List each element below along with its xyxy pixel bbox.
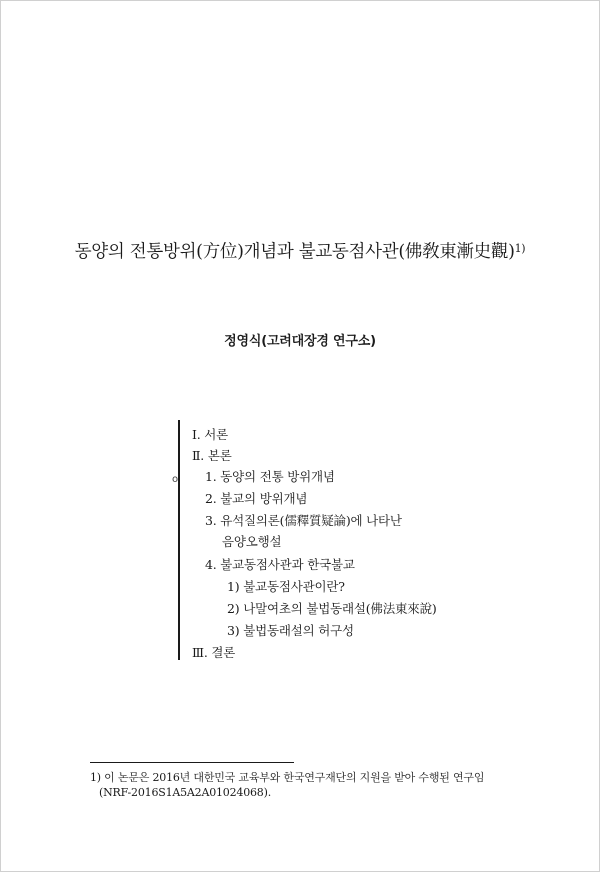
toc-item-body-4-3: 3) 불법동래설의 허구성	[227, 623, 354, 638]
toc-item-conclusion: Ⅲ. 결론	[192, 645, 236, 660]
toc-item-intro: Ⅰ. 서론	[192, 427, 229, 442]
paper-title-text: 동양의 전통방위(方位)개념과 불교동점사관(佛敎東漸史觀)	[74, 242, 515, 262]
toc-item-body-4-2: 2) 나말여초의 불법동래설(佛法東來說)	[227, 601, 437, 616]
toc-item-body-2: 2. 불교의 방위개념	[205, 491, 308, 506]
toc-item-body-3: 3. 유석질의론(儒釋質疑論)에 나타난	[205, 513, 402, 528]
title-footnote-ref: 1)	[514, 242, 526, 255]
toc-item-body: Ⅱ. 본론	[192, 448, 232, 463]
footnote-rule	[90, 762, 294, 763]
toc-marker: o	[172, 474, 179, 485]
footnote-line-2: (NRF-2016S1A5A2A01024068).	[99, 786, 271, 799]
toc-item-body-4-1: 1) 불교동점사관이란?	[227, 579, 345, 594]
paper-title	[0, 238, 600, 263]
footnote-line-1: 1) 이 논문은 2016년 대한민국 교육부와 한국연구재단의 지원을 받아 수행된 연구임	[90, 771, 485, 784]
toc-vertical-rule	[178, 420, 180, 660]
toc-item-body-1: 1. 동양의 전통 방위개념	[205, 469, 335, 484]
author-line: 정영식(고려대장경 연구소)	[224, 334, 376, 349]
toc-item-body-3-cont: 음양오행설	[222, 534, 282, 549]
toc-item-body-4: 4. 불교동점사관과 한국불교	[205, 557, 355, 572]
